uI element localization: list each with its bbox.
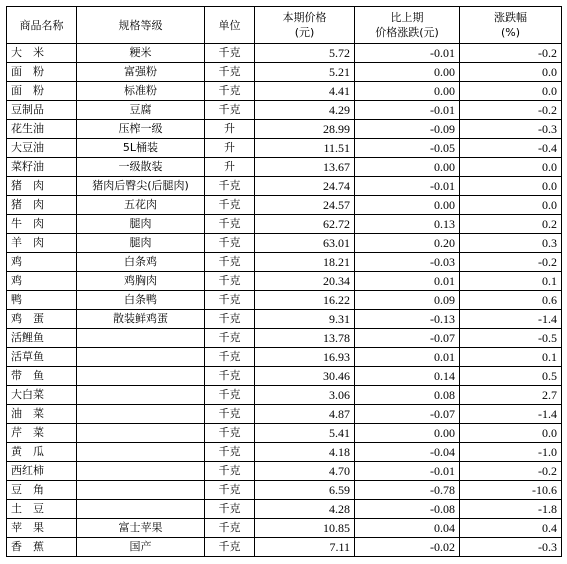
cell-pct: 0.0 <box>460 424 562 443</box>
cell-price: 63.01 <box>255 234 355 253</box>
cell-spec: 富强粉 <box>77 63 205 82</box>
cell-change: -0.01 <box>355 177 460 196</box>
cell-change: 0.08 <box>355 386 460 405</box>
cell-name: 豆 角 <box>7 481 77 500</box>
cell-name: 面 粉 <box>7 63 77 82</box>
cell-name: 苹 果 <box>7 519 77 538</box>
cell-change: 0.14 <box>355 367 460 386</box>
cell-spec: 标准粉 <box>77 82 205 101</box>
cell-pct: 0.3 <box>460 234 562 253</box>
cell-spec <box>77 348 205 367</box>
cell-name: 猪 肉 <box>7 196 77 215</box>
cell-unit: 千克 <box>205 481 255 500</box>
cell-price: 5.21 <box>255 63 355 82</box>
cell-pct: 0.2 <box>460 215 562 234</box>
table-row <box>7 177 562 196</box>
cell-price: 62.72 <box>255 215 355 234</box>
cell-unit: 千克 <box>205 101 255 120</box>
cell-pct: -0.2 <box>460 44 562 63</box>
table-row <box>7 481 562 500</box>
cell-change: 0.00 <box>355 82 460 101</box>
cell-change: -0.08 <box>355 500 460 519</box>
cell-spec <box>77 481 205 500</box>
header-change: 比上期 价格涨跌(元) <box>355 7 460 44</box>
cell-change: -0.09 <box>355 120 460 139</box>
cell-change: 0.13 <box>355 215 460 234</box>
cell-price: 30.46 <box>255 367 355 386</box>
cell-change: -0.01 <box>355 101 460 120</box>
table-row <box>7 329 562 348</box>
cell-change: 0.20 <box>355 234 460 253</box>
table-row <box>7 196 562 215</box>
cell-change: -0.01 <box>355 462 460 481</box>
cell-price: 13.67 <box>255 158 355 177</box>
table-row <box>7 367 562 386</box>
cell-spec <box>77 329 205 348</box>
cell-change: 0.01 <box>355 272 460 291</box>
table-row <box>7 253 562 272</box>
cell-name: 花生油 <box>7 120 77 139</box>
table-row <box>7 462 562 481</box>
cell-unit: 千克 <box>205 367 255 386</box>
cell-unit: 千克 <box>205 538 255 557</box>
cell-spec <box>77 500 205 519</box>
cell-name: 鸭 <box>7 291 77 310</box>
cell-change: -0.04 <box>355 443 460 462</box>
table-row <box>7 519 562 538</box>
cell-pct: -0.2 <box>460 462 562 481</box>
cell-price: 16.93 <box>255 348 355 367</box>
cell-pct: -0.3 <box>460 538 562 557</box>
cell-unit: 千克 <box>205 215 255 234</box>
cell-change: 0.00 <box>355 63 460 82</box>
cell-name: 鸡 蛋 <box>7 310 77 329</box>
table-row <box>7 82 562 101</box>
table-row <box>7 443 562 462</box>
cell-price: 11.51 <box>255 139 355 158</box>
cell-price: 16.22 <box>255 291 355 310</box>
header-unit: 单位 <box>205 7 255 44</box>
cell-pct: -1.4 <box>460 310 562 329</box>
cell-change: 0.04 <box>355 519 460 538</box>
cell-pct: -0.5 <box>460 329 562 348</box>
cell-name: 大 米 <box>7 44 77 63</box>
cell-price: 7.11 <box>255 538 355 557</box>
cell-change: 0.01 <box>355 348 460 367</box>
cell-pct: 0.0 <box>460 158 562 177</box>
cell-spec: 压榨一级 <box>77 120 205 139</box>
cell-change: 0.00 <box>355 158 460 177</box>
cell-unit: 千克 <box>205 196 255 215</box>
cell-unit: 千克 <box>205 462 255 481</box>
cell-price: 28.99 <box>255 120 355 139</box>
cell-unit: 千克 <box>205 234 255 253</box>
cell-pct: -10.6 <box>460 481 562 500</box>
header-row <box>7 7 562 44</box>
cell-pct: 0.1 <box>460 348 562 367</box>
cell-pct: -0.4 <box>460 139 562 158</box>
cell-unit: 千克 <box>205 272 255 291</box>
cell-price: 5.72 <box>255 44 355 63</box>
cell-name: 西红柿 <box>7 462 77 481</box>
cell-name: 黄 瓜 <box>7 443 77 462</box>
cell-price: 13.78 <box>255 329 355 348</box>
cell-price: 20.34 <box>255 272 355 291</box>
cell-unit: 升 <box>205 158 255 177</box>
cell-spec: 猪肉后臀尖(后腿肉) <box>77 177 205 196</box>
cell-pct: -0.2 <box>460 101 562 120</box>
cell-unit: 千克 <box>205 500 255 519</box>
cell-unit: 千克 <box>205 44 255 63</box>
cell-change: 0.00 <box>355 196 460 215</box>
header-pct: 涨跌幅 (%) <box>460 7 562 44</box>
cell-spec: 散装鲜鸡蛋 <box>77 310 205 329</box>
cell-unit: 千克 <box>205 348 255 367</box>
cell-pct: -0.3 <box>460 120 562 139</box>
cell-spec: 富士苹果 <box>77 519 205 538</box>
table-row <box>7 538 562 557</box>
cell-name: 大豆油 <box>7 139 77 158</box>
cell-spec <box>77 424 205 443</box>
cell-name: 鸡 <box>7 272 77 291</box>
cell-spec <box>77 462 205 481</box>
table-row <box>7 120 562 139</box>
cell-name: 香 蕉 <box>7 538 77 557</box>
cell-pct: 0.0 <box>460 177 562 196</box>
cell-spec: 五花肉 <box>77 196 205 215</box>
price-table <box>6 6 562 557</box>
cell-spec: 白条鸭 <box>77 291 205 310</box>
cell-change: -0.01 <box>355 44 460 63</box>
cell-unit: 千克 <box>205 253 255 272</box>
cell-name: 芹 菜 <box>7 424 77 443</box>
cell-name: 带 鱼 <box>7 367 77 386</box>
cell-change: -0.02 <box>355 538 460 557</box>
cell-price: 4.70 <box>255 462 355 481</box>
cell-price: 4.29 <box>255 101 355 120</box>
cell-unit: 千克 <box>205 82 255 101</box>
cell-price: 4.41 <box>255 82 355 101</box>
cell-unit: 千克 <box>205 310 255 329</box>
table-row <box>7 424 562 443</box>
table-row <box>7 348 562 367</box>
header-name: 商品名称 <box>7 7 77 44</box>
cell-price: 18.21 <box>255 253 355 272</box>
cell-pct: 0.0 <box>460 63 562 82</box>
cell-change: -0.78 <box>355 481 460 500</box>
table-row <box>7 386 562 405</box>
cell-spec: 白条鸡 <box>77 253 205 272</box>
cell-spec <box>77 405 205 424</box>
cell-pct: 0.6 <box>460 291 562 310</box>
cell-pct: 0.0 <box>460 82 562 101</box>
table-row <box>7 139 562 158</box>
cell-spec <box>77 367 205 386</box>
cell-price: 24.74 <box>255 177 355 196</box>
cell-pct: 0.1 <box>460 272 562 291</box>
cell-spec: 豆腐 <box>77 101 205 120</box>
cell-spec: 腿肉 <box>77 234 205 253</box>
table-row <box>7 405 562 424</box>
cell-price: 4.87 <box>255 405 355 424</box>
cell-unit: 千克 <box>205 329 255 348</box>
cell-unit: 千克 <box>205 519 255 538</box>
cell-name: 活草鱼 <box>7 348 77 367</box>
cell-name: 羊 肉 <box>7 234 77 253</box>
cell-pct: 0.4 <box>460 519 562 538</box>
cell-price: 4.18 <box>255 443 355 462</box>
cell-spec: 国产 <box>77 538 205 557</box>
cell-spec: 腿肉 <box>77 215 205 234</box>
cell-unit: 千克 <box>205 405 255 424</box>
cell-spec: 5L桶装 <box>77 139 205 158</box>
cell-unit: 千克 <box>205 291 255 310</box>
cell-name: 菜籽油 <box>7 158 77 177</box>
cell-spec <box>77 386 205 405</box>
cell-price: 4.28 <box>255 500 355 519</box>
table-row <box>7 272 562 291</box>
cell-change: -0.07 <box>355 329 460 348</box>
cell-name: 活鲤鱼 <box>7 329 77 348</box>
cell-change: -0.05 <box>355 139 460 158</box>
cell-price: 6.59 <box>255 481 355 500</box>
cell-change: -0.07 <box>355 405 460 424</box>
cell-name: 油 菜 <box>7 405 77 424</box>
table-row <box>7 63 562 82</box>
header-spec: 规格等级 <box>77 7 205 44</box>
cell-pct: -0.2 <box>460 253 562 272</box>
cell-name: 鸡 <box>7 253 77 272</box>
cell-pct: -1.0 <box>460 443 562 462</box>
cell-name: 豆制品 <box>7 101 77 120</box>
cell-unit: 千克 <box>205 443 255 462</box>
cell-spec: 一级散装 <box>77 158 205 177</box>
table-row <box>7 44 562 63</box>
cell-price: 3.06 <box>255 386 355 405</box>
header-price: 本期价格 (元) <box>255 7 355 44</box>
cell-unit: 升 <box>205 120 255 139</box>
table-row <box>7 291 562 310</box>
cell-name: 牛 肉 <box>7 215 77 234</box>
table-row <box>7 500 562 519</box>
cell-price: 9.31 <box>255 310 355 329</box>
cell-change: 0.00 <box>355 424 460 443</box>
table-body <box>7 44 562 557</box>
cell-unit: 千克 <box>205 63 255 82</box>
cell-pct: -1.8 <box>460 500 562 519</box>
cell-spec: 粳米 <box>77 44 205 63</box>
cell-change: 0.09 <box>355 291 460 310</box>
cell-unit: 千克 <box>205 386 255 405</box>
cell-pct: -1.4 <box>460 405 562 424</box>
table-row <box>7 101 562 120</box>
cell-spec <box>77 443 205 462</box>
cell-unit: 千克 <box>205 424 255 443</box>
cell-change: -0.13 <box>355 310 460 329</box>
cell-unit: 升 <box>205 139 255 158</box>
cell-change: -0.03 <box>355 253 460 272</box>
table-row <box>7 234 562 253</box>
cell-price: 24.57 <box>255 196 355 215</box>
cell-name: 大白菜 <box>7 386 77 405</box>
cell-pct: 0.5 <box>460 367 562 386</box>
table-row <box>7 215 562 234</box>
table-row <box>7 158 562 177</box>
cell-name: 面 粉 <box>7 82 77 101</box>
cell-pct: 0.0 <box>460 196 562 215</box>
cell-name: 猪 肉 <box>7 177 77 196</box>
cell-price: 10.85 <box>255 519 355 538</box>
cell-spec: 鸡胸肉 <box>77 272 205 291</box>
table-row <box>7 310 562 329</box>
cell-name: 土 豆 <box>7 500 77 519</box>
cell-pct: 2.7 <box>460 386 562 405</box>
cell-price: 5.41 <box>255 424 355 443</box>
cell-unit: 千克 <box>205 177 255 196</box>
